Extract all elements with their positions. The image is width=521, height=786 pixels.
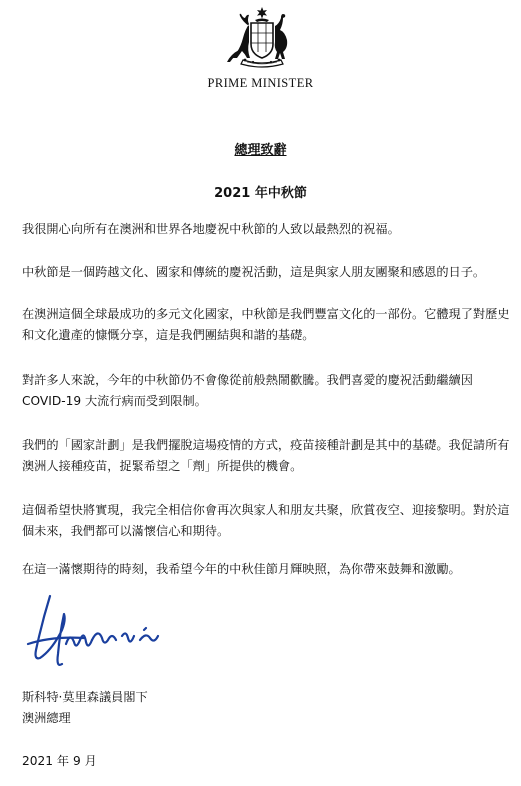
page-title: 總理致辭 [234, 143, 287, 158]
kangaroo-icon [233, 14, 250, 58]
shield-icon [251, 23, 273, 58]
body-paragraph-4: 對許多人來說，今年的中秋節仍不會像從前般熱鬧歡騰。我們喜愛的慶祝活動繼續因COVID-19 大流行病而受到限制。 [22, 373, 473, 408]
letter-date: 2021 年 9 月 [22, 754, 97, 768]
letterhead-office: PRIME MINISTER [207, 76, 314, 90]
commonwealth-star-icon [257, 7, 267, 19]
emu-icon [275, 14, 287, 59]
signer-name: 斯科特·莫里森議員閣下 [22, 690, 148, 704]
body-paragraph-2: 中秋節是一個跨越文化、國家和傳統的慶祝活動，這是與家人朋友團聚和感恩的日子。 [22, 265, 486, 279]
signer-title: 澳洲總理 [22, 711, 71, 725]
coat-of-arms-icon [225, 6, 299, 70]
handwritten-signature-icon [22, 592, 172, 672]
body-paragraph-7: 在這一滿懷期待的時刻，我希望今年的中秋佳節月輝映照，為你帶來鼓舞和激勵。 [22, 562, 461, 576]
body-paragraph-5: 我們的「國家計劃」是我們擺脫這場疫情的方式，疫苗接種計劃是其中的基礎。我促請所有澳洲人接種疫苗，捉緊希望之「劑」所提供的機會。 [22, 438, 510, 473]
body-paragraph-6: 這個希望快將實現，我完全相信你會再次與家人和朋友共聚，欣賞夜空、迎接黎明。對於這個未來，我們都可以滿懷信心和期待。 [22, 503, 510, 538]
page-subtitle: 2021 年中秋節 [214, 186, 307, 201]
body-paragraph-3: 在澳洲這個全球最成功的多元文化國家，中秋節是我們豐富文化的一部份。它體現了對歷史和文化遺產的慷慨分享，這是我們團結與和諧的基礎。 [22, 307, 510, 342]
body-paragraph-1: 我很開心向所有在澳洲和世界各地慶祝中秋節的人致以最熱烈的祝福。 [22, 222, 400, 236]
